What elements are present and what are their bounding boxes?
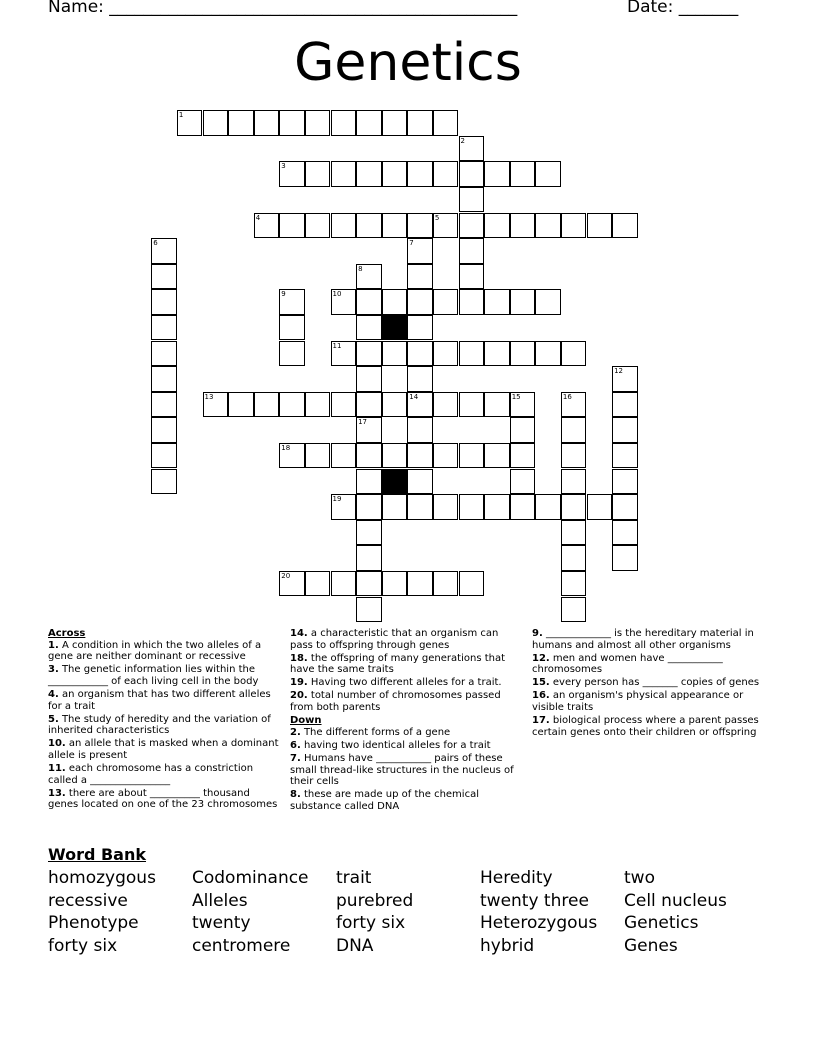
crossword-cell[interactable] [535,161,561,187]
crossword-cell[interactable] [382,571,408,597]
crossword-cell[interactable] [356,571,382,597]
crossword-cell[interactable] [561,443,587,469]
clue-number-label: 7. [290,752,301,764]
clue-number: 14 [409,392,419,401]
clue [532,715,764,738]
clue-text: total number of chromosomes passed from both parents [290,690,501,714]
word-bank-word: homozygous [48,868,156,888]
clue-text: men and women have ___________ chromosomes [532,652,723,676]
clue-text: each chromosome has a constriction called a ________________ [48,763,254,786]
crossword-cell[interactable] [279,443,305,469]
clue-text: there are about __________ thousand genes located on one of the 23 chromosomes [48,787,278,811]
crossword-cell[interactable] [356,366,382,392]
clue [48,738,280,761]
crossword-cell[interactable] [382,161,408,187]
word-bank-column [480,867,597,958]
clue-number-label: 4. [48,688,59,700]
crossword-cell[interactable] [407,213,433,239]
black-square [382,469,408,495]
clue-number: 15 [511,392,521,401]
clue-number-label: 1. [48,639,59,651]
crossword-cell[interactable] [433,392,459,418]
clue [290,740,518,752]
clue [48,664,280,687]
clue-text: an organism that has two different alleles for a trait [48,688,271,712]
clue-number: 17 [358,418,368,427]
clue-number-label: 20. [290,690,308,702]
word-bank-column [336,867,413,958]
crossword-cell[interactable] [356,597,382,623]
crossword-cell[interactable] [382,110,408,136]
word-bank-word: Genes [624,936,678,957]
word-bank-column [624,867,727,958]
crossword-cell[interactable] [561,571,587,597]
crossword-cell[interactable] [331,443,357,469]
clues-column-3 [532,628,764,740]
clue-text: these are made up of the chemical substance called DNA [290,789,479,812]
clue-number: 3 [281,162,286,171]
crossword-cell[interactable] [356,392,382,418]
clue [532,653,764,676]
word-bank-word: Phenotype [48,913,139,934]
clue-text: Humans have ___________ pairs of these small thread-like structures in the nucleus of their cells [290,752,514,788]
crossword-cell[interactable] [151,392,177,418]
crossword-cell[interactable] [484,289,510,315]
crossword-cell[interactable] [407,238,433,264]
word-bank-word: Heterozygous [480,913,598,934]
clue-text: The study of heredity and the variation of inherited characteristics [48,713,271,737]
crossword-cell[interactable] [535,289,561,315]
crossword-cell[interactable] [535,494,561,520]
crossword-cell[interactable] [459,494,485,520]
crossword-cell[interactable] [510,417,536,443]
crossword-cell[interactable] [331,161,357,187]
crossword-cell[interactable] [612,443,638,469]
clue-number: 8 [358,264,363,273]
crossword-cell[interactable] [254,213,280,239]
crossword-cell[interactable] [433,341,459,367]
word-bank-word: two [624,868,655,888]
clue-number-label: 8. [290,789,301,801]
clue-number: 4 [255,213,261,222]
crossword-cell[interactable] [433,213,459,239]
clue [290,753,518,788]
crossword-cell[interactable] [510,494,536,520]
crossword-cell[interactable] [459,392,485,418]
crossword-cell[interactable] [356,161,382,187]
clue-number: 5 [434,213,440,222]
word-bank-word: twenty [192,913,251,934]
crossword-cell[interactable] [305,110,331,136]
word-bank-word: Cell nucleus [624,890,727,911]
crossword-cell[interactable] [459,238,485,264]
crossword-cell[interactable] [203,110,229,136]
crossword-cell[interactable] [612,494,638,520]
clue-text: an organism's physical appearance or visible traits [532,690,744,714]
crossword-cell[interactable] [203,392,229,418]
clue-number: 13 [204,392,214,401]
crossword-cell[interactable] [279,110,305,136]
crossword-cell[interactable] [407,571,433,597]
crossword-cell[interactable] [151,366,177,392]
clue [532,628,764,651]
clue [290,677,518,689]
crossword-cell[interactable] [407,392,433,418]
crossword-cell[interactable] [279,289,305,315]
crossword-cell[interactable] [382,341,408,367]
clue-number: 12 [614,367,624,376]
clue [532,690,764,713]
crossword-cell[interactable] [459,264,485,290]
crossword-cell[interactable] [151,238,177,264]
crossword-cell[interactable] [177,110,203,136]
crossword-cell[interactable] [407,315,433,341]
crossword-cell[interactable] [279,161,305,187]
crossword-cell[interactable] [510,341,536,367]
word-bank-title: Word Bank [48,845,147,864]
crossword-cell[interactable] [484,161,510,187]
crossword-cell[interactable] [459,161,485,187]
crossword-cell[interactable] [151,341,177,367]
clue [48,714,280,737]
crossword-cell[interactable] [459,289,485,315]
crossword-cell[interactable] [151,315,177,341]
word-bank-word: twenty three [480,890,589,911]
crossword-cell[interactable] [382,494,408,520]
crossword-cell[interactable] [356,494,382,520]
crossword-cell[interactable] [510,392,536,418]
crossword-cell[interactable] [356,545,382,571]
crossword-cell[interactable] [484,213,510,239]
word-bank-word: recessive [48,890,128,911]
clue-text: _____________ is the hereditary material in humans and almost all other organisms [532,628,754,651]
crossword-cell[interactable] [459,213,485,239]
crossword-cell[interactable] [331,341,357,367]
crossword-cell[interactable] [433,161,459,187]
word-bank-word: Codominance [192,868,309,888]
crossword-cell[interactable] [305,571,331,597]
crossword-cell[interactable] [305,443,331,469]
crossword-cell[interactable] [561,213,587,239]
word-bank-word: forty six [48,936,118,957]
crossword-cell[interactable] [356,315,382,341]
crossword-cell[interactable] [433,110,459,136]
crossword-cell[interactable] [254,392,280,418]
clue-number-label: 9. [532,628,543,639]
crossword-cell[interactable] [356,443,382,469]
word-bank-column [48,867,156,958]
crossword-cell[interactable] [612,366,638,392]
crossword-cell[interactable] [510,161,536,187]
crossword-cell[interactable] [407,264,433,290]
crossword-cell[interactable] [305,213,331,239]
clue [290,727,518,739]
crossword-cell[interactable] [510,213,536,239]
crossword-cell[interactable] [433,571,459,597]
crossword-cell[interactable] [587,494,613,520]
crossword-cell[interactable] [407,443,433,469]
clue [48,788,280,811]
crossword-cell[interactable] [382,443,408,469]
clue-text: A condition in which the two alleles of a gene are neither dominant or recessive [48,639,262,663]
crossword-cell[interactable] [561,597,587,623]
word-bank-word: purebred [336,890,414,911]
down-clue-list [290,727,518,813]
crossword-cell[interactable] [433,494,459,520]
crossword-cell[interactable] [459,341,485,367]
crossword-cell[interactable] [382,213,408,239]
word-bank-word: forty six [336,913,406,934]
word-bank-word: hybrid [480,936,535,957]
crossword-cell[interactable] [561,494,587,520]
crossword-cell[interactable] [407,289,433,315]
word-bank-word: Heredity [480,868,553,888]
crossword-cell[interactable] [407,161,433,187]
date-field-label: Date: _______ [627,0,739,17]
down-heading: Down [290,715,322,727]
crossword-cell[interactable] [459,136,485,162]
crossword-cell[interactable] [561,520,587,546]
across-clue-list [48,640,280,811]
crossword-cell[interactable] [587,213,613,239]
clue-text: having two identical alleles for a trait [300,739,491,751]
word-bank-word: DNA [336,936,374,957]
crossword-cell[interactable] [484,392,510,418]
crossword-cell[interactable] [407,494,433,520]
clue-number: 10 [332,290,342,299]
clue [532,677,764,689]
crossword-cell[interactable] [356,213,382,239]
clue-number-label: 17. [532,715,550,727]
crossword-cell[interactable] [382,289,408,315]
clue-number: 1 [178,111,184,120]
word-bank-word: trait [336,868,372,888]
crossword-cell[interactable] [151,417,177,443]
crossword-cell[interactable] [510,443,536,469]
clue-number: 6 [153,239,158,248]
word-bank-column [192,867,309,958]
crossword-cell[interactable] [484,494,510,520]
crossword-cell[interactable] [279,213,305,239]
clue-number-label: 14. [290,628,308,639]
across-heading: Across [48,628,86,639]
clue-number-label: 13. [48,787,66,799]
clue-number: 2 [460,136,465,145]
name-field-label: Name: ________________________________________________ [48,0,518,17]
clue-text: The genetic information lies within the ____________ of each living cell in the body [48,664,259,687]
crossword-cell[interactable] [356,469,382,495]
crossword-cell[interactable] [433,289,459,315]
across-clue-list-continued [290,628,518,714]
clue-text: an allele that is masked when a dominant allele is present [48,738,279,761]
clue [48,689,280,712]
crossword-cell[interactable] [331,289,357,315]
crossword-cell[interactable] [151,289,177,315]
clue-number-label: 10. [48,738,66,750]
crossword-cell[interactable] [331,213,357,239]
crossword-cell[interactable] [535,213,561,239]
clue-text: every person has _______ copies of genes [549,677,760,689]
crossword-cell[interactable] [433,443,459,469]
page-title: Genetics [294,33,522,93]
crossword-cell[interactable] [356,520,382,546]
crossword-cell[interactable] [612,392,638,418]
crossword-cell[interactable] [612,213,638,239]
clue [290,789,518,812]
crossword-cell[interactable] [331,110,357,136]
clue-number: 20 [281,571,291,580]
crossword-cell[interactable] [561,417,587,443]
clues-column-2 [290,628,518,814]
crossword-cell[interactable] [331,392,357,418]
crossword-cell[interactable] [561,392,587,418]
clue [290,653,518,676]
word-bank-word: Genetics [624,913,699,934]
crossword-cell[interactable] [407,469,433,495]
clue-text: biological process where a parent passes certain genes onto their children or offspring [532,715,759,738]
crossword-cell[interactable] [612,417,638,443]
crossword-cell[interactable] [459,571,485,597]
clue-number: 7 [409,239,414,248]
crossword-cell[interactable] [279,341,305,367]
clue [290,628,518,651]
crossword-cell[interactable] [305,392,331,418]
crossword-cell[interactable] [484,341,510,367]
crossword-cell[interactable] [356,110,382,136]
crossword-cell[interactable] [331,494,357,520]
crossword-cell[interactable] [612,545,638,571]
clue-number-label: 12. [532,652,550,664]
clue-number-label: 2. [290,726,301,738]
clue-text: Having two different alleles for a trait. [307,677,502,689]
crossword-cell[interactable] [407,417,433,443]
clue-number: 18 [281,443,291,452]
crossword-cell[interactable] [151,469,177,495]
black-square [382,315,408,341]
clue-number-label: 15. [532,677,550,689]
clue-number: 16 [562,392,572,401]
crossword-cell[interactable] [254,110,280,136]
crossword-cell[interactable] [484,443,510,469]
crossword-cell[interactable] [561,545,587,571]
crossword-cell[interactable] [356,417,382,443]
crossword-cell[interactable] [459,443,485,469]
crossword-cell[interactable] [510,289,536,315]
clue-text: the offspring of many generations that have the same traits [290,652,506,676]
crossword-cell[interactable] [535,341,561,367]
clue-text: The different forms of a gene [300,726,451,738]
crossword-cell[interactable] [279,315,305,341]
crossword-cell[interactable] [382,392,408,418]
crossword-cell[interactable] [279,571,305,597]
crossword-cell[interactable] [331,571,357,597]
crossword-cell[interactable] [228,392,254,418]
clue-number: 9 [281,290,286,299]
clue [290,690,518,713]
clue-number: 11 [332,341,342,350]
crossword-cell[interactable] [510,469,536,495]
clue-number-label: 11. [48,763,66,775]
crossword-cell[interactable] [151,443,177,469]
clue-number-label: 18. [290,652,308,664]
clue [48,763,280,786]
crossword-cell[interactable] [612,520,638,546]
crossword-cell[interactable] [356,289,382,315]
clue-number-label: 6. [290,739,301,751]
clue [48,640,280,663]
crossword-cell[interactable] [356,264,382,290]
word-bank-word: centromere [192,936,291,957]
clue-number-label: 19. [290,677,308,689]
word-bank-word: Alleles [192,890,248,911]
clue-number-label: 5. [48,713,59,725]
clue-number-label: 3. [48,664,59,676]
clue-text: a characteristic that an organism can pass to offspring through genes [290,628,499,651]
clue-number-label: 16. [532,690,550,702]
crossword-cell[interactable] [459,187,485,213]
crossword-cell[interactable] [561,341,587,367]
crossword-cell[interactable] [228,110,254,136]
crossword-cell[interactable] [561,469,587,495]
clue-number: 19 [332,495,342,504]
crossword-cell[interactable] [407,110,433,136]
clues-column-1 [48,628,280,812]
crossword-cell[interactable] [407,341,433,367]
crossword-cell[interactable] [407,366,433,392]
down-clue-list-continued [532,628,764,738]
crossword-cell[interactable] [305,161,331,187]
crossword-cell[interactable] [279,392,305,418]
crossword-cell[interactable] [151,264,177,290]
crossword-cell[interactable] [356,341,382,367]
crossword-cell[interactable] [612,469,638,495]
